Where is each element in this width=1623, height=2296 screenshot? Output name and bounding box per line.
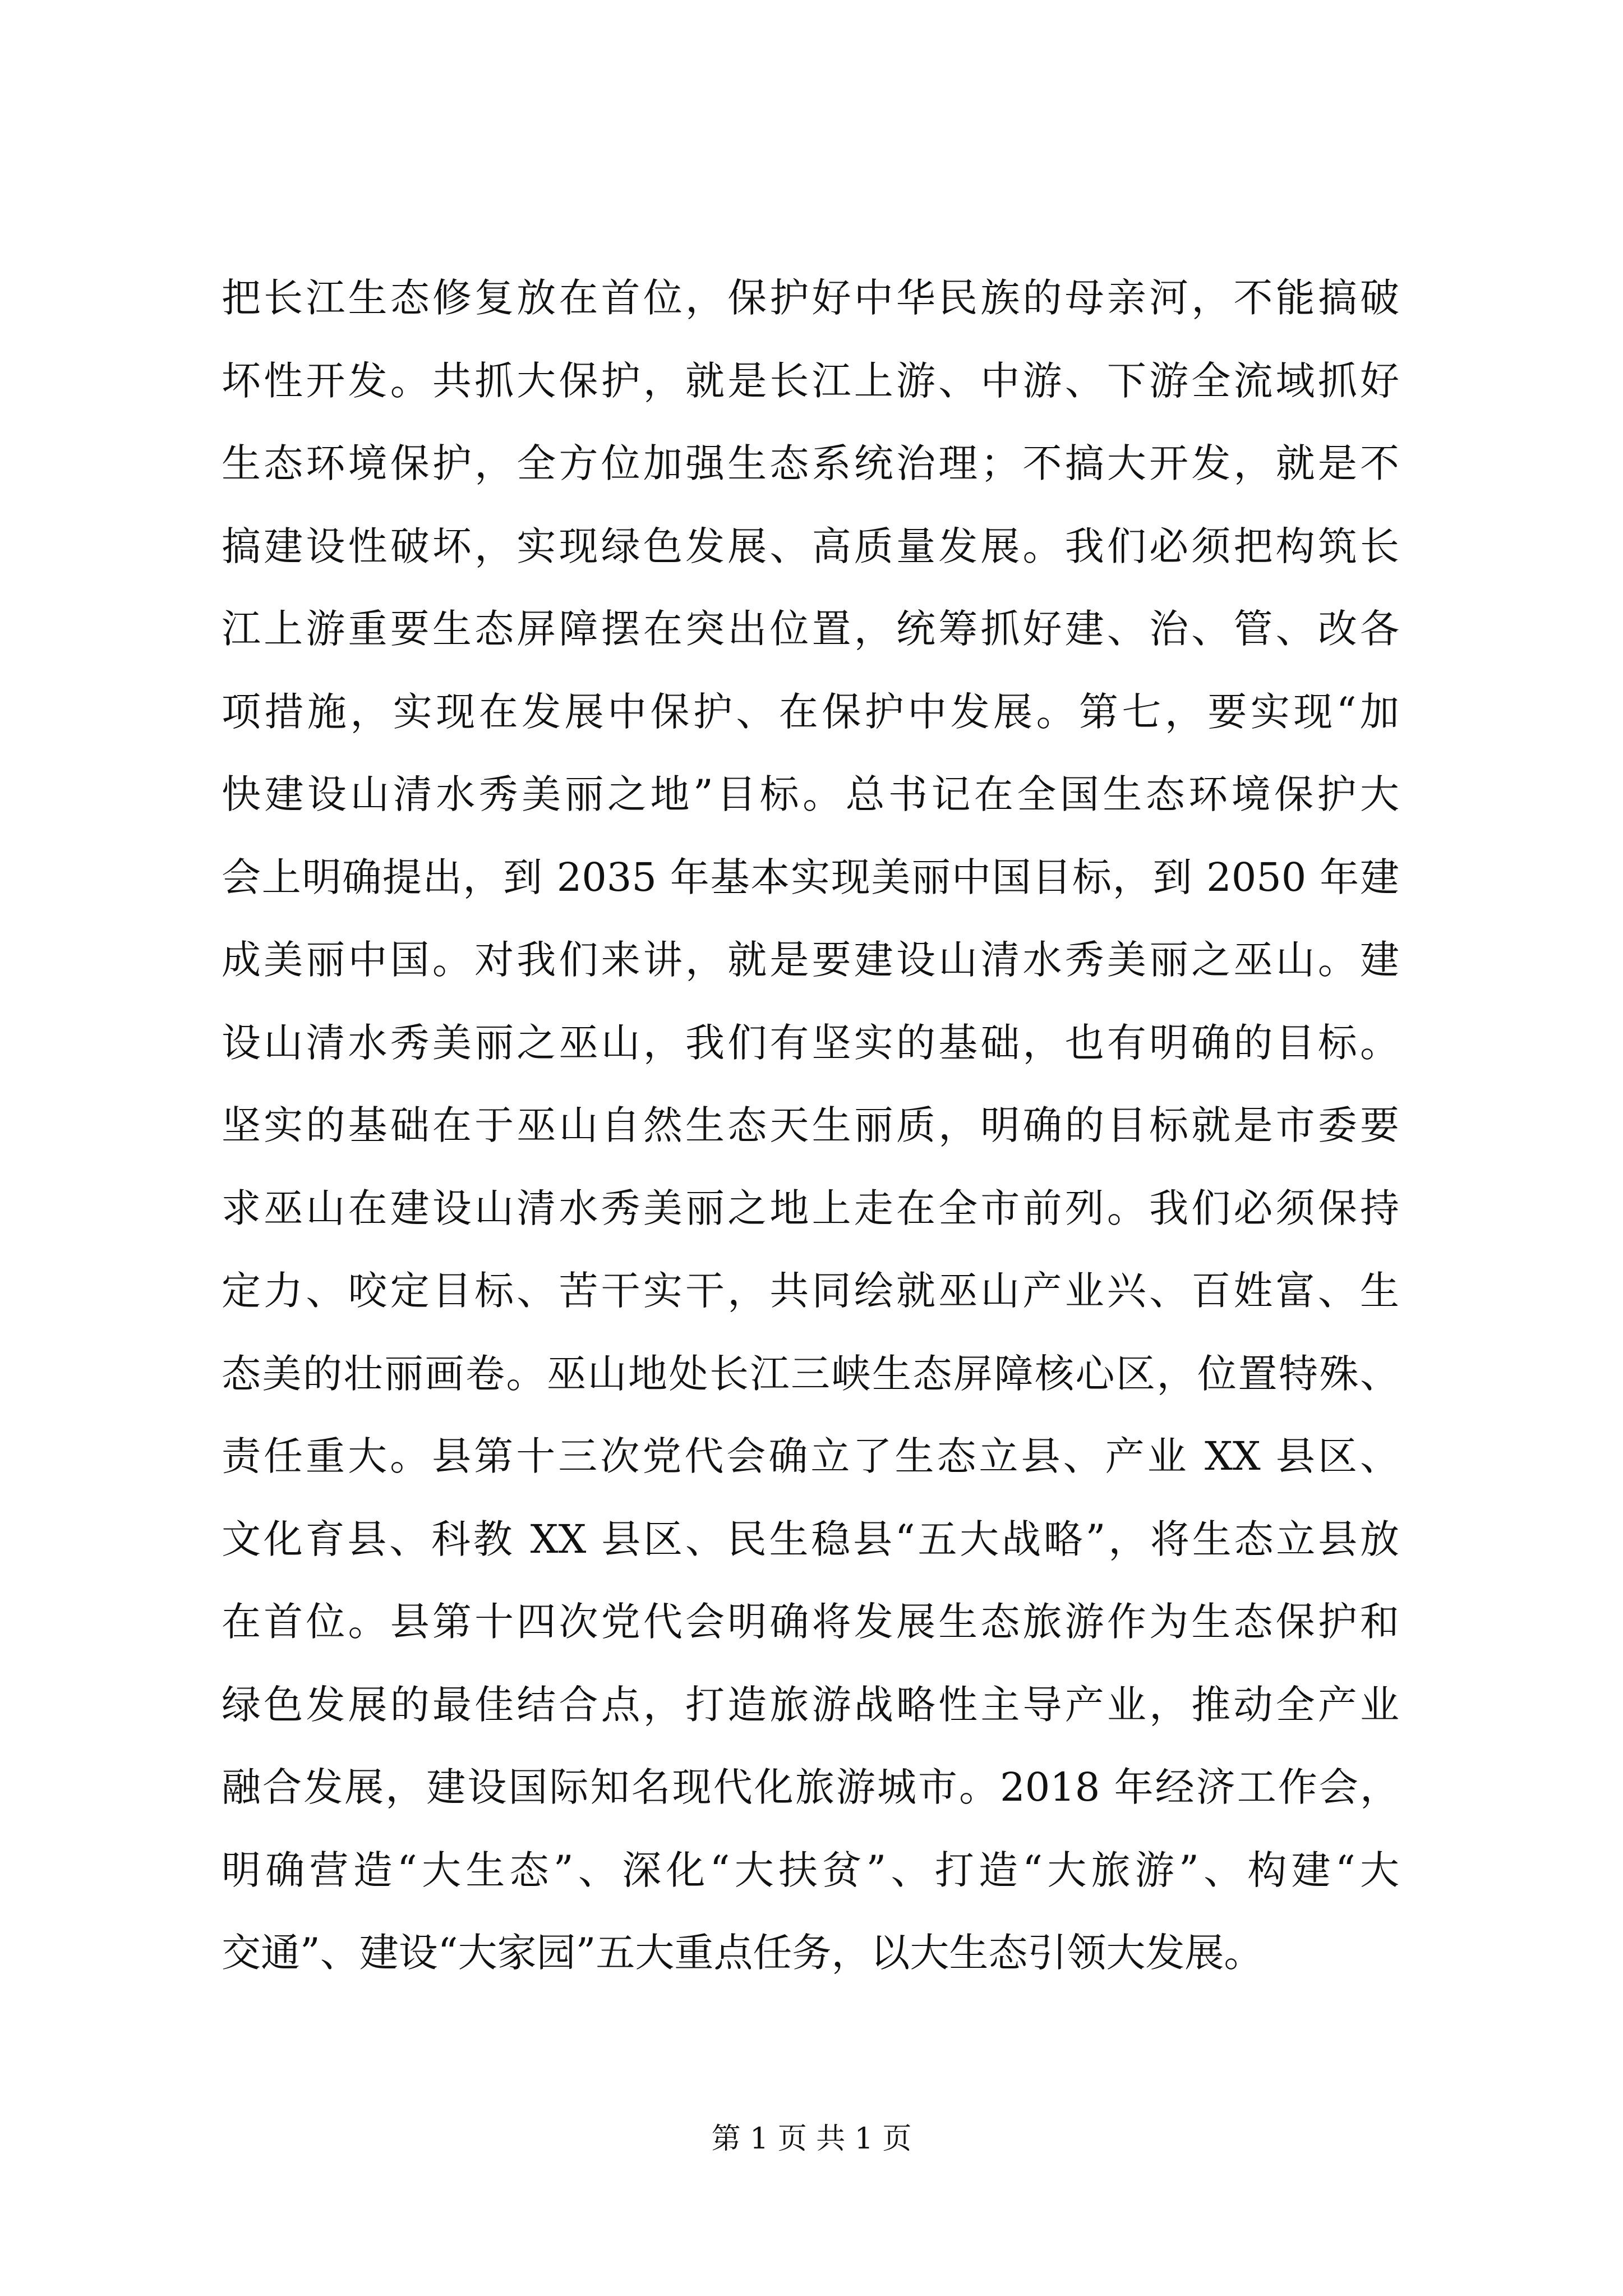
text-line-14: 态美的壮丽画卷。巫山地处长江三峡生态屏障核心区，位置特殊、 — [222, 1350, 1399, 1397]
text-line-15: 责任重大。县第十三次党代会确立了生态立县、产业 XX 县区、 — [222, 1433, 1399, 1479]
text-line-9: 成美丽中国。对我们来讲，就是要建设山清水秀美丽之巫山。建 — [222, 937, 1399, 983]
text-line-3: 生态环境保护，全方位加强生态系统治理；不搞大开发，就是不 — [222, 440, 1399, 486]
text-line-13: 定力、咬定目标、苦干实干，共同绘就巫山产业兴、百姓富、生 — [222, 1268, 1399, 1314]
text-line-8: 会上明确提出，到 2035 年基本实现美丽中国目标，到 2050 年建 — [222, 854, 1399, 900]
page-footer — [0, 2115, 1623, 2157]
text-line-20: 明确营造“大生态”、深化“大扶贫”、打造“大旅游”、构建“大 — [222, 1847, 1399, 1893]
text-line-6: 项措施，实现在发展中保护、在保护中发展。第七，要实现“加 — [222, 688, 1399, 735]
text-line-4: 搞建设性破坏，实现绿色发展、高质量发展。我们必须把构筑长 — [222, 523, 1399, 569]
text-line-10: 设山清水秀美丽之巫山，我们有坚实的基础，也有明确的目标。 — [222, 1019, 1399, 1066]
page-number-label: 第 1 页 共 1 页 — [711, 2122, 912, 2156]
text-line-19: 融合发展，建设国际知名现代化旅游城市。2018 年经济工作会， — [222, 1764, 1399, 1810]
text-line-17: 在首位。县第十四次党代会明确将发展生态旅游作为生态保护和 — [222, 1599, 1399, 1645]
body-paragraph — [222, 257, 1399, 1995]
text-line-18: 绿色发展的最佳结合点，打造旅游战略性主导产业，推动全产业 — [222, 1681, 1399, 1728]
text-line-11: 坚实的基础在于巫山自然生态天生丽质，明确的目标就是市委要 — [222, 1102, 1399, 1148]
text-line-2: 坏性开发。共抓大保护，就是长江上游、中游、下游全流域抓好 — [222, 357, 1399, 404]
text-line-5: 江上游重要生态屏障摆在突出位置，统筹抓好建、治、管、改各 — [222, 606, 1399, 652]
text-line-1: 把长江生态修复放在首位，保护好中华民族的母亲河，不能搞破 — [222, 275, 1399, 321]
text-line-7: 快建设山清水秀美丽之地”目标。总书记在全国生态环境保护大 — [222, 771, 1399, 817]
text-line-12: 求巫山在建设山清水秀美丽之地上走在全市前列。我们必须保持 — [222, 1185, 1399, 1231]
text-line-16: 文化育县、科教 XX 县区、民生稳县“五大战略”，将生态立县放 — [222, 1516, 1399, 1562]
text-line-21: 交通”、建设“大家园”五大重点任务，以大生态引领大发展。 — [222, 1930, 1264, 1976]
